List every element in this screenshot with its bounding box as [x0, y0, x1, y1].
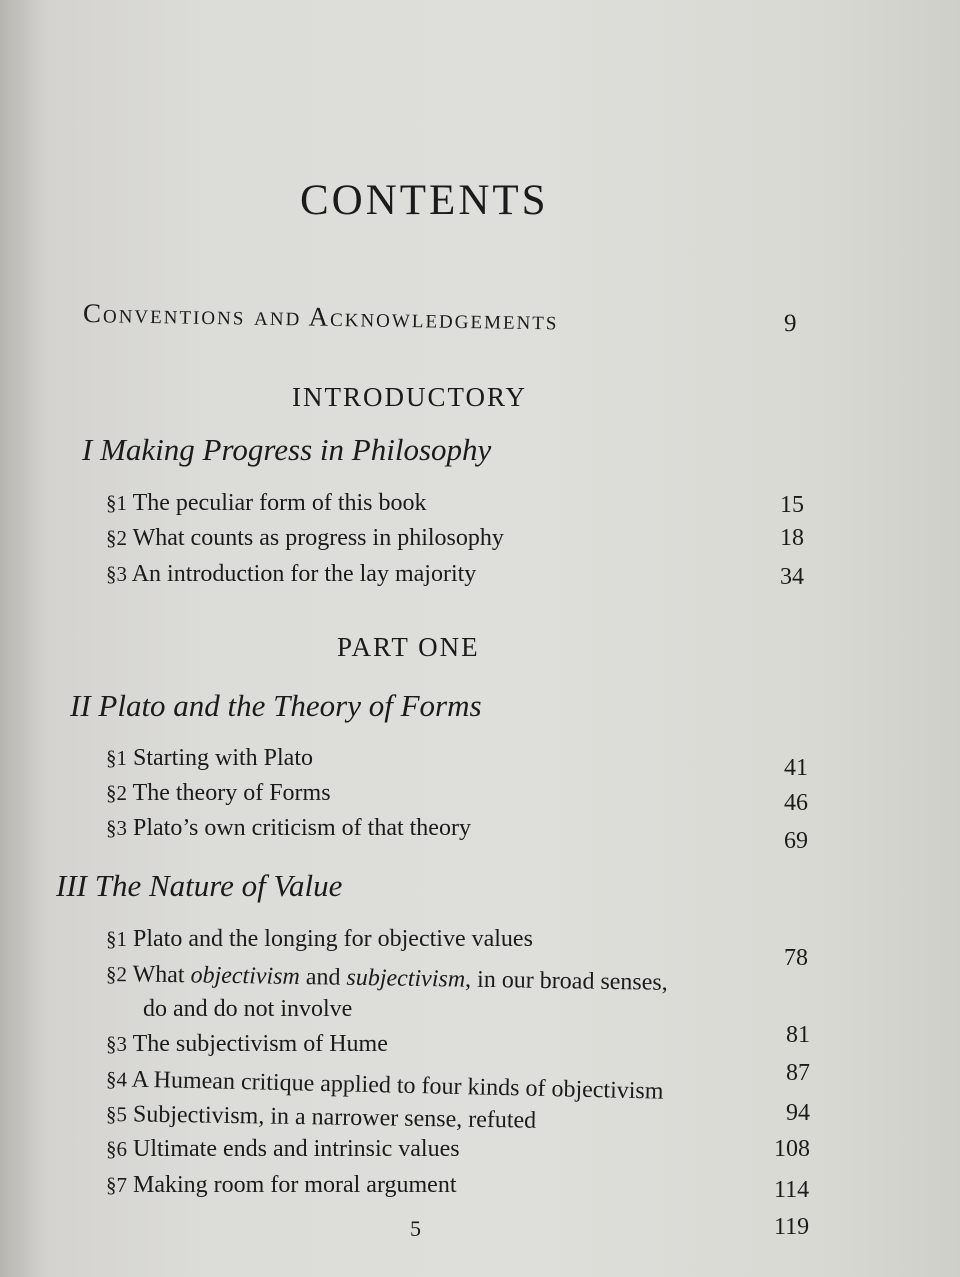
toc-entry: [106, 815, 471, 842]
section-title: Plato and the longing for objective values: [133, 926, 533, 952]
section-title: What counts as progress in philosophy: [132, 525, 504, 551]
toc-entry: [106, 926, 533, 953]
section-title: Plato’s own criticism of that theory: [133, 815, 471, 841]
section-title-emphasis: objectivism: [190, 962, 301, 991]
section-title: The theory of Forms: [132, 780, 331, 806]
toc-entry: [106, 780, 331, 807]
page-number: 34: [780, 564, 804, 590]
toc-entry: [106, 1031, 388, 1058]
page-number: 15: [780, 492, 804, 518]
toc-entry: [106, 745, 313, 772]
folio-page-number: 5: [410, 1216, 421, 1241]
section-title: Subjectivism, in a narrower sense, refuted: [132, 1101, 537, 1134]
section-title: The peculiar form of this book: [132, 490, 427, 516]
section-mark: §1: [106, 927, 127, 951]
section-title: The subjectivism of Hume: [132, 1031, 388, 1057]
introductory-heading: INTRODUCTORY: [292, 382, 528, 412]
section-title: A Humean critique applied to four kinds of objectivism: [131, 1066, 664, 1105]
section-title-continuation: do and do not involve: [143, 996, 353, 1022]
part-one-heading: PART ONE: [337, 632, 480, 662]
section-title: Making room for moral argument: [133, 1172, 457, 1198]
section-mark: §3: [106, 816, 127, 840]
page-number: 78: [784, 945, 808, 971]
section-mark: §7: [106, 1173, 127, 1197]
section-title-emphasis: subjectivism: [346, 964, 466, 993]
section-title: An introduction for the lay majority: [131, 561, 477, 587]
toc-entry: [106, 1172, 456, 1199]
section-title: What: [132, 961, 191, 989]
toc-entry: [106, 1101, 537, 1135]
page-number: 108: [774, 1136, 810, 1162]
toc-entry: [106, 1066, 664, 1106]
toc-entry: [106, 1136, 460, 1163]
chapter-3-title: III The Nature of Value: [56, 868, 343, 903]
section-mark: §5: [105, 1102, 128, 1127]
toc-entry: [106, 490, 427, 517]
section-mark: §1: [106, 491, 127, 515]
page-number: 114: [774, 1177, 810, 1203]
section-title: Ultimate ends and intrinsic values: [133, 1136, 460, 1162]
section-mark: §4: [105, 1067, 128, 1092]
page-number: 69: [784, 828, 808, 854]
section-title: , in our broad senses,: [464, 966, 668, 996]
section-mark: §3: [106, 1032, 127, 1056]
page-title: CONTENTS: [300, 177, 549, 224]
chapter-1-title: I Making Progress in Philosophy: [82, 432, 492, 467]
section-mark: §2: [106, 526, 127, 550]
section-mark: §2: [105, 962, 128, 987]
chapter-2-title: II Plato and the Theory of Forms: [70, 688, 482, 723]
conventions-entry-label: Conventions and Acknowledgements: [82, 298, 559, 336]
page-number: 41: [784, 755, 808, 781]
section-mark: §2: [106, 781, 127, 805]
toc-entry: [106, 525, 504, 552]
conventions-entry-page: 9: [784, 310, 797, 337]
page-number: 46: [784, 790, 808, 816]
toc-entry: [106, 561, 476, 588]
section-mark: §1: [106, 746, 127, 770]
page-number: 18: [780, 525, 804, 551]
toc-entry: [106, 961, 668, 997]
section-mark: §3: [106, 562, 127, 586]
page-number: 119: [774, 1214, 810, 1240]
page-number: 87: [786, 1060, 810, 1086]
section-title: and: [299, 964, 347, 991]
page-number: 94: [786, 1100, 810, 1126]
section-title: Starting with Plato: [133, 745, 313, 771]
section-mark: §6: [106, 1137, 127, 1161]
page-number: 81: [786, 1022, 810, 1048]
